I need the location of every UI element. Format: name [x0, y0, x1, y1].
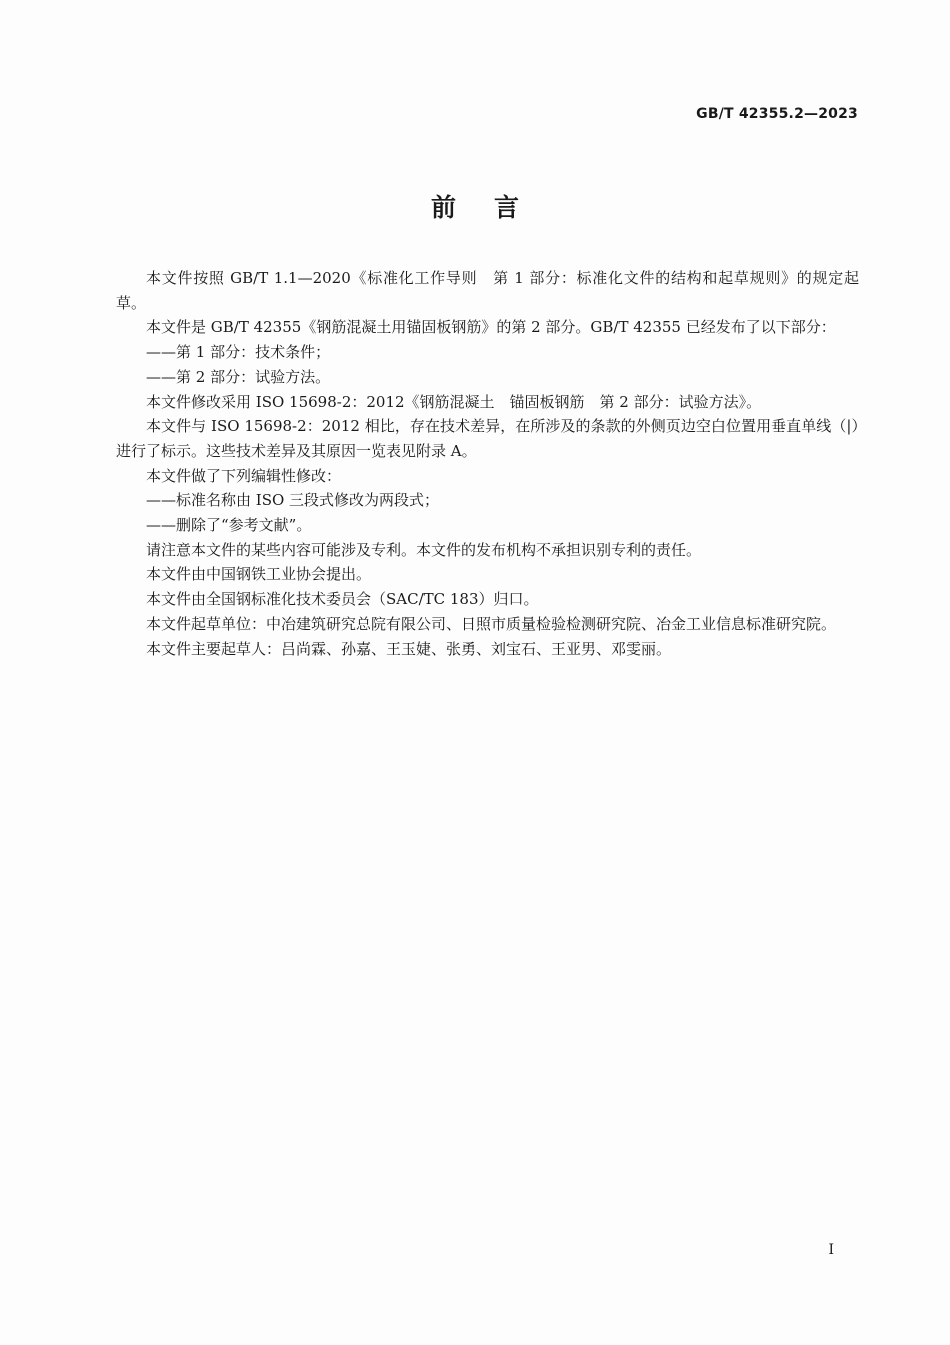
paragraph-drafters: 本文件主要起草人：吕尚霖、孙嘉、王玉婕、张勇、刘宝石、王亚男、邓雯丽。 [146, 639, 672, 658]
paragraph-drafting-rules: 本文件按照 GB/T 1.1—2020《标准化工作导则 第 1 部分：标准化文件的结构和起草规则》的规定起草。 [116, 269, 859, 312]
paragraph-drafting-organizations: 本文件起草单位：中冶建筑研究总院有限公司、日照市质量检验检测研究院、冶金工业信息标准研究院。 [146, 614, 837, 633]
list-item-bibliography-removed: ——删除了“参考文献”。 [146, 516, 312, 535]
page-number: I [828, 1242, 834, 1258]
list-item-part-1: ——第 1 部分：技术条件； [146, 343, 331, 362]
paragraph-editorial-changes: 本文件做了下列编辑性修改： [146, 466, 342, 485]
list-item-title-change: ——标准名称由 ISO 三段式修改为两段式； [146, 491, 440, 510]
standard-code: GB/T 42355.2—2023 [696, 106, 858, 122]
list-item-part-2: ——第 2 部分：试验方法。 [146, 367, 331, 386]
paragraph-proposer: 本文件由中国钢铁工业协会提出。 [146, 565, 372, 584]
foreword-body [116, 266, 859, 661]
paragraph-technical-committee: 本文件由全国钢标准化技术委员会（SAC/TC 183）归口。 [146, 590, 539, 609]
page-title: 前言 [430, 193, 557, 222]
paragraph-technical-differences: 本文件与 ISO 15698-2：2012 相比，存在技术差异，在所涉及的条款的外侧页边空白位置用垂直单线（|）进行了标示。这些技术差异及其原因一览表见附录 A。 [116, 417, 859, 460]
paragraph-iso-adoption: 本文件修改采用 ISO 15698-2：2012《钢筋混凝土 锚固板钢筋 第 2 部分：试验方法》。 [146, 392, 762, 411]
paragraph-series-intro: 本文件是 GB/T 42355《钢筋混凝土用锚固板钢筋》的第 2 部分。GB/T 42355 已经发布了以下部分： [146, 318, 836, 337]
paragraph-patent-notice: 请注意本文件的某些内容可能涉及专利。本文件的发布机构不承担识别专利的责任。 [146, 540, 702, 559]
